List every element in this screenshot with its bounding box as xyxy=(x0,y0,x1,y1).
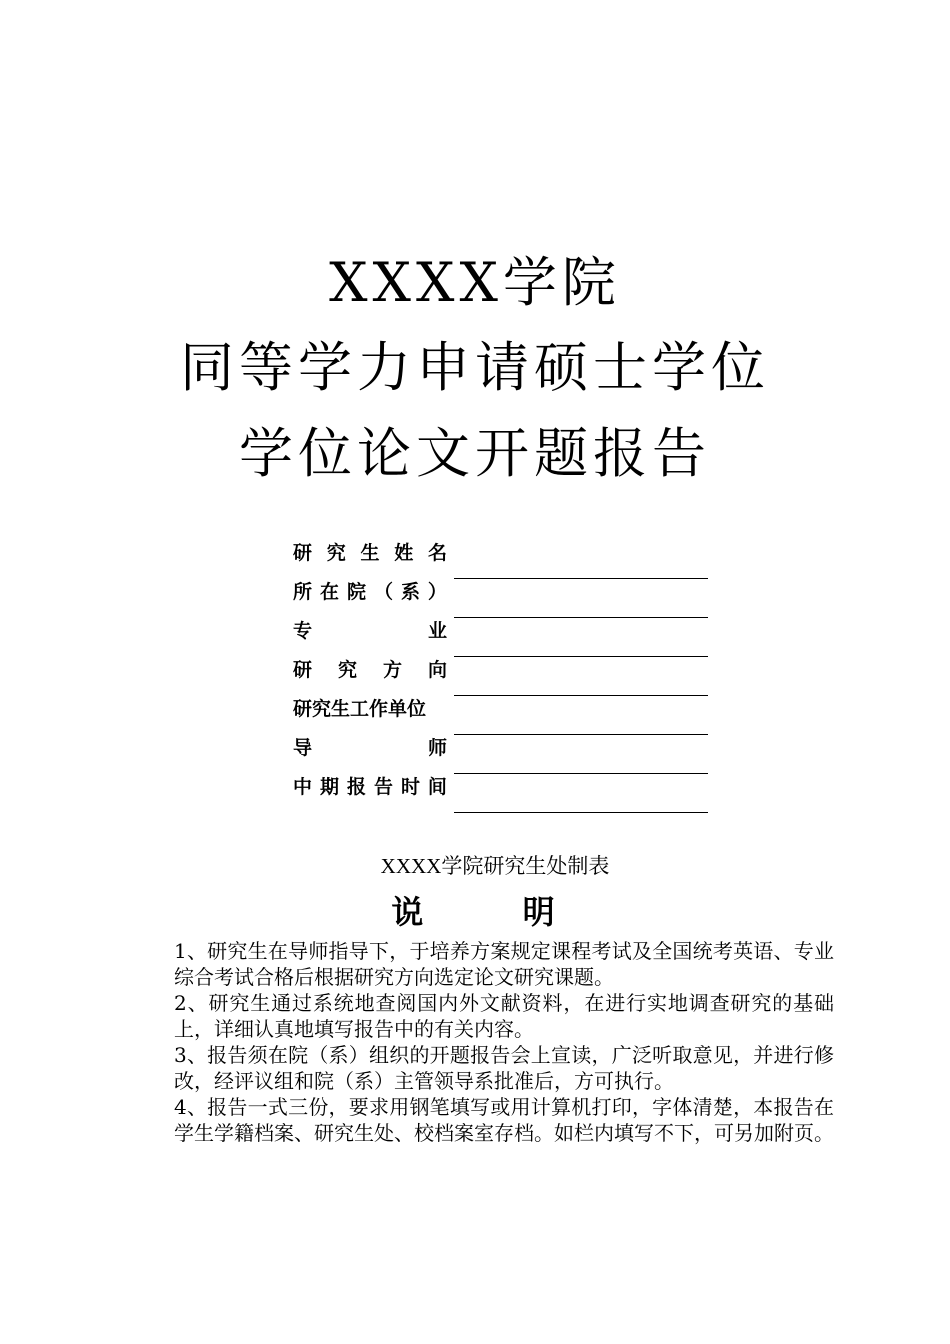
notes-item: 1、研究生在导师指导下，于培养方案规定课程考试及全国统考英语、专业综合考试合格后根据研究方向选定论文研究课题。 xyxy=(174,939,834,989)
field-label-research-direction: 研 究 方 向 xyxy=(293,659,447,681)
form-maker-note: XXXX学院研究生处制表 xyxy=(380,854,610,878)
field-row-name xyxy=(293,534,713,573)
field-label-advisor: 导 师 xyxy=(293,737,447,759)
notes-item: 3、报告须在院（系）组织的开题报告会上宣读，广泛听取意见，并进行修改，经评议组和院（系）主管领导系批准后，方可执行。 xyxy=(174,1043,834,1093)
school-title: XXXX学院 xyxy=(329,251,621,314)
field-row-report-time xyxy=(293,768,713,807)
field-label-major: 专 业 xyxy=(293,620,447,642)
field-row-research-direction xyxy=(293,651,713,690)
field-label-work-unit: 研究生工作单位 xyxy=(293,698,427,720)
field-label-department: 所 在 院 （ 系 ） xyxy=(293,581,447,603)
field-row-advisor xyxy=(293,729,713,768)
notes-list xyxy=(174,938,834,1146)
info-form xyxy=(293,534,713,807)
field-row-work-unit xyxy=(293,690,713,729)
field-label-name: 研 究 生 姓 名 xyxy=(293,542,447,564)
notes-item: 2、研究生通过系统地查阅国内外文献资料，在进行实地调查研究的基础上，详细认真地填写报告中的有关内容。 xyxy=(174,991,834,1041)
notes-title: 说 明 xyxy=(391,893,599,931)
notes-item: 4、报告一式三份，要求用钢笔填写或用计算机打印，字体清楚，本报告在学生学籍档案、研究生处、校档案室存档。如栏内填写不下，可另加附页。 xyxy=(174,1095,834,1145)
field-row-department xyxy=(293,573,713,612)
field-input-report-time[interactable] xyxy=(454,812,708,813)
field-row-major xyxy=(293,612,713,651)
field-label-report-time: 中 期 报 告 时 间 xyxy=(293,776,447,798)
degree-title: 同等学力申请硕士学位 xyxy=(180,336,770,399)
report-title: 学位论文开题报告 xyxy=(239,422,711,485)
